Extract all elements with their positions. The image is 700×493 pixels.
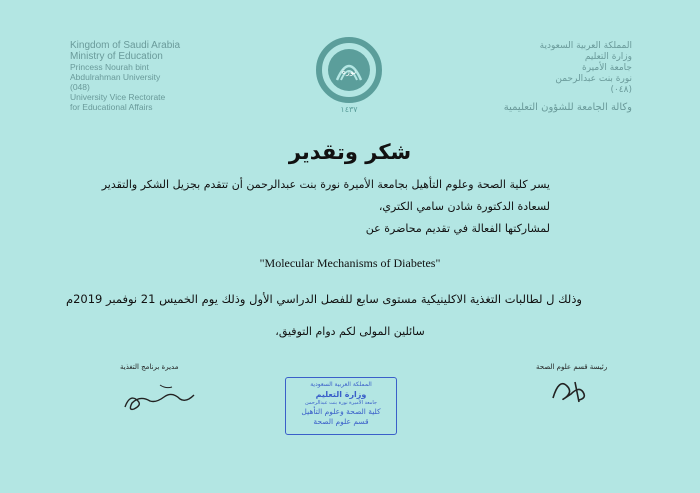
left-signature-label: مديرة برنامج التغذية xyxy=(120,363,179,371)
svg-text:نورة: نورة xyxy=(341,67,357,76)
header-ar-line: (٠٤٨) xyxy=(610,85,632,95)
header-en-line: University Vice Rectorate xyxy=(70,92,166,102)
date-line: وذلك ل لطالبات التغذية الاكلينيكية مستوى سابع للفصل الدراسي الأول وذلك يوم الخميس 21 نوفمبر 2019م xyxy=(65,292,582,306)
university-logo-icon xyxy=(303,36,395,116)
stamp-line: كلية الصحة وعلوم التأهيل xyxy=(301,407,381,416)
header-en-line: Princess Nourah bint xyxy=(70,62,149,72)
certificate-title: شكر وتقدير xyxy=(288,140,412,164)
header-arabic xyxy=(442,41,632,113)
recipient-name: لسعادة الدكتورة شادن سامي الكتري، xyxy=(378,200,550,213)
stamp-line: وزارة التعليم xyxy=(315,390,367,399)
header-en-line: Abdulrahman University xyxy=(70,72,161,82)
header-en-line: (048) xyxy=(70,82,90,92)
left-signature xyxy=(120,375,200,415)
header-ar-line: وزارة التعليم xyxy=(584,52,632,62)
header-english xyxy=(70,40,245,112)
lecture-title: "Molecular Mechanisms of Diabetes" xyxy=(259,256,441,270)
right-signature-label: رئيسة قسم علوم الصحة xyxy=(536,363,608,371)
university-logo xyxy=(303,36,395,116)
logo-year: ١٤٣٧ xyxy=(340,105,358,114)
header-en-line: Kingdom of Saudi Arabia xyxy=(70,40,181,51)
header-ar-line: وكالة الجامعة للشؤون التعليمية xyxy=(503,102,632,113)
official-stamp xyxy=(285,377,397,435)
header-ar-line: جامعة الأميرة xyxy=(581,63,632,73)
header-en-line: for Educational Affairs xyxy=(70,102,153,112)
header-ar-line: المملكة العربية السعودية xyxy=(539,41,632,51)
closing-line: سائلين المولى لكم دوام التوفيق، xyxy=(275,325,425,338)
header-en-line: Ministry of Education xyxy=(70,51,163,62)
header-ar-line: نورة بنت عبدالرحمن xyxy=(555,74,632,84)
stamp-line: المملكة العربية السعودية xyxy=(310,381,372,388)
thanks-paragraph: يسر كلية الصحة وعلوم التأهيل بجامعة الأميرة نورة بنت عبدالرحمن أن تتقدم بجزيل الشكر والتقدير xyxy=(101,178,550,191)
stamp-line: قسم علوم الصحة xyxy=(313,417,369,426)
participation-line: لمشاركتها الفعالة في تقديم محاضرة عن xyxy=(365,222,550,235)
stamp-line: جامعة الأميرة نورة بنت عبدالرحمن xyxy=(305,400,377,406)
right-signature xyxy=(545,372,595,406)
